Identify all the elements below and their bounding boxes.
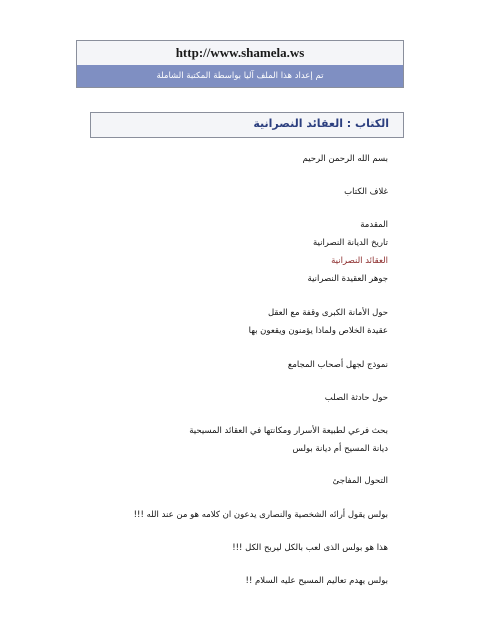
toc-item-creeds[interactable]: العقائد النصرانية [331, 256, 388, 266]
toc-item-salvation[interactable]: عقيدة الخلاص ولماذا يؤمنون ويقعون بها [248, 326, 388, 336]
toc-item-religion-of-christ[interactable]: ديانة المسيح أم ديانة بولس [292, 444, 388, 454]
toc-item-intro[interactable]: المقدمة [360, 220, 388, 230]
toc-item-essence[interactable]: جوهر العقيدة النصرانية [307, 274, 388, 284]
toc-item-paul-opinions[interactable]: بولس يقول أرائه الشخصية والنصارى يدعون ان كلامه هو من عند الله !!! [133, 510, 388, 520]
toc-item-paul-destroys[interactable]: بولس يهدم تعاليم المسيح عليه السلام !! [245, 576, 388, 586]
toc-item-great-trust[interactable]: حول الأمانة الكبرى وقفة مع العقل [267, 308, 388, 318]
toc-item-crucifixion[interactable]: حول حادثة الصلب [324, 393, 388, 403]
generator-tagline: تم إعداد هذا الملف آليا بواسطة المكتبة الشاملة [77, 65, 403, 87]
book-title-box [90, 112, 404, 138]
toc-item-councils[interactable]: نموذج لجهل أصحاب المجامع [287, 360, 388, 370]
header-box [76, 40, 404, 88]
book-title: الكتاب : العقائد النصرانية [253, 117, 389, 130]
toc-item-sudden-shift[interactable]: التحول المفاجئ [332, 476, 388, 486]
toc-item-paul-played[interactable]: هذا هو بولس الذى لعب بالكل ليربح الكل !!! [232, 543, 388, 553]
toc-item-cover[interactable]: غلاف الكتاب [344, 187, 388, 197]
toc-item-sacraments[interactable]: بحث فرعي لطبيعة الأسرار ومكانتها في العقائد المسيحية [189, 426, 388, 436]
toc-item-basmala[interactable]: بسم الله الرحمن الرحيم [302, 154, 388, 164]
site-url-link[interactable]: http://www.shamela.ws [77, 41, 403, 65]
toc-item-history[interactable]: تاريخ الديانة النصرانية [312, 238, 388, 248]
